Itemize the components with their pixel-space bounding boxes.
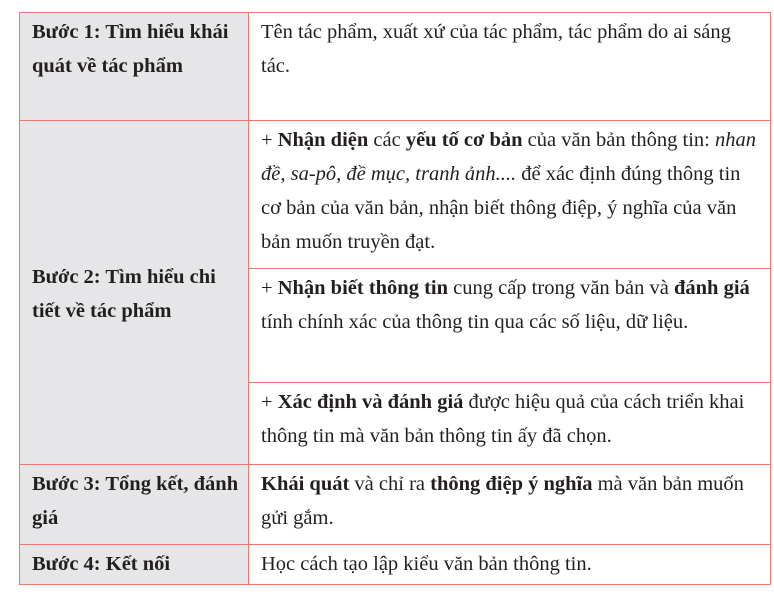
step-2-item-3: + Xác định và đánh giá được hiệu quả của cách triển khai thông tin mà văn bản thông tin ấy đã chọn.	[249, 383, 771, 465]
step-1-content: Tên tác phẩm, xuất xứ của tác phẩm, tác phẩm do ai sáng tác.	[249, 13, 771, 121]
steps-table	[19, 12, 771, 585]
table-row	[20, 121, 771, 269]
step-3-content: Khái quát và chỉ ra thông điệp ý nghĩa mà văn bản muốn gửi gắm.	[249, 465, 771, 545]
step-1-label: Bước 1: Tìm hiểu khái quát về tác phẩm	[20, 13, 249, 121]
table-row	[20, 545, 771, 585]
step-4-content: Học cách tạo lập kiểu văn bản thông tin.	[249, 545, 771, 585]
step-3-label: Bước 3: Tổng kết, đánh giá	[20, 465, 249, 545]
step-2-label: Bước 2: Tìm hiểu chi tiết về tác phẩm	[20, 121, 249, 465]
step-2-item-2: + Nhận biết thông tin cung cấp trong văn bản và đánh giá tính chính xác của thông tin qua các số liệu, dữ liệu.	[249, 269, 771, 383]
step-4-label: Bước 4: Kết nối	[20, 545, 249, 585]
table-row	[20, 465, 771, 545]
table-row	[20, 13, 771, 121]
step-2-item-1: + Nhận diện các yếu tố cơ bản của văn bản thông tin: nhan đề, sa-pô, đề mục, tranh ảnh.... để xác định đúng thông tin cơ bản của văn bản, nhận biết thông điệp, ý nghĩa của văn bản muốn truyền đạt.	[249, 121, 771, 269]
